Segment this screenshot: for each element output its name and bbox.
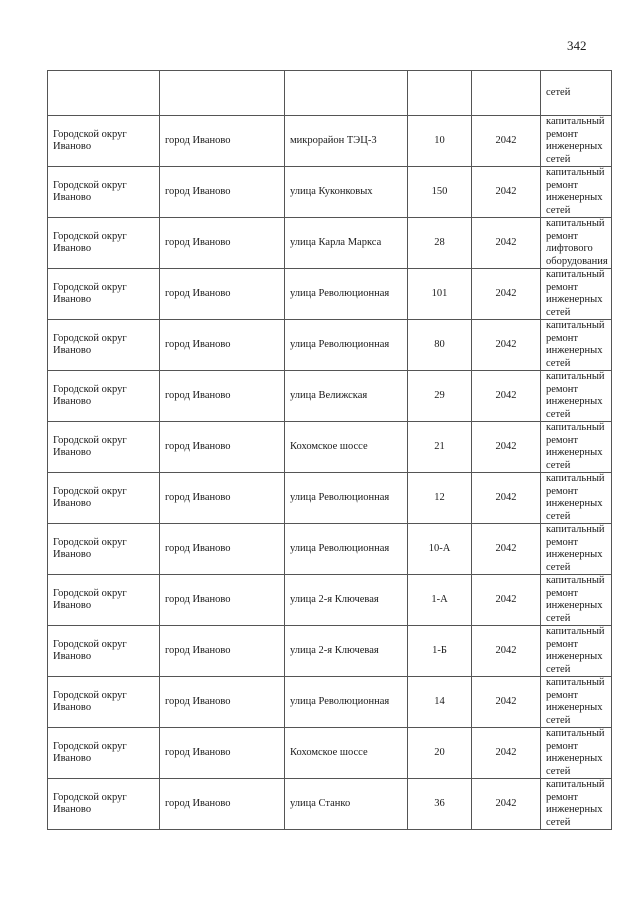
work-type-cell: капитальный ремонт инженерных сетей (541, 371, 612, 422)
house-number-cell: 150 (408, 167, 472, 218)
municipality-cell: Городской округ Иваново (48, 422, 160, 473)
table-row (48, 269, 612, 320)
table-row (48, 320, 612, 371)
city-cell: город Иваново (160, 779, 285, 830)
city-cell: город Иваново (160, 269, 285, 320)
street-cell: улица Революционная (285, 524, 408, 575)
street-cell: Кохомское шоссе (285, 728, 408, 779)
work-type-cell: капитальный ремонт инженерных сетей (541, 677, 612, 728)
year-cell: 2042 (472, 473, 541, 524)
table-row (48, 779, 612, 830)
street-cell: улица Станко (285, 779, 408, 830)
house-number-cell: 80 (408, 320, 472, 371)
year-cell: 2042 (472, 677, 541, 728)
table-row (48, 524, 612, 575)
municipality-cell: Городской округ Иваново (48, 575, 160, 626)
city-cell: город Иваново (160, 218, 285, 269)
city-cell: город Иваново (160, 371, 285, 422)
table-row (48, 728, 612, 779)
work-type-cell: сетей (541, 71, 612, 116)
table-row (48, 371, 612, 422)
street-cell: улица Революционная (285, 473, 408, 524)
street-cell: улица Куконковых (285, 167, 408, 218)
work-type-cell: капитальный ремонт инженерных сетей (541, 779, 612, 830)
municipality-cell: Городской округ Иваново (48, 524, 160, 575)
house-number-cell: 12 (408, 473, 472, 524)
year-cell: 2042 (472, 728, 541, 779)
year-cell: 2042 (472, 167, 541, 218)
municipality-cell: Городской округ Иваново (48, 218, 160, 269)
work-type-cell: капитальный ремонт инженерных сетей (541, 524, 612, 575)
street-cell: Кохомское шоссе (285, 422, 408, 473)
table-row (48, 626, 612, 677)
table-row (48, 677, 612, 728)
street-cell: улица 2-я Ключевая (285, 626, 408, 677)
work-type-cell: капитальный ремонт инженерных сетей (541, 167, 612, 218)
house-number-cell: 29 (408, 371, 472, 422)
city-cell: город Иваново (160, 422, 285, 473)
table-row (48, 218, 612, 269)
table-row (48, 116, 612, 167)
table-row (48, 575, 612, 626)
city-cell: город Иваново (160, 677, 285, 728)
house-number-cell: 1-Б (408, 626, 472, 677)
city-cell: город Иваново (160, 473, 285, 524)
municipality-cell: Городской округ Иваново (48, 320, 160, 371)
street-cell: улица Карла Маркса (285, 218, 408, 269)
table-row (48, 473, 612, 524)
municipality-cell: Городской округ Иваново (48, 626, 160, 677)
municipality-cell (48, 71, 160, 116)
house-number-cell: 20 (408, 728, 472, 779)
street-cell (285, 71, 408, 116)
city-cell: город Иваново (160, 728, 285, 779)
street-cell: улица Революционная (285, 269, 408, 320)
municipality-cell: Городской округ Иваново (48, 269, 160, 320)
continuation-row (48, 71, 612, 116)
page-number: 342 (567, 38, 587, 53)
work-type-cell: капитальный ремонт инженерных сетей (541, 269, 612, 320)
house-number-cell: 1-А (408, 575, 472, 626)
municipality-cell: Городской округ Иваново (48, 677, 160, 728)
work-type-cell: капитальный ремонт инженерных сетей (541, 116, 612, 167)
street-cell: улица Революционная (285, 677, 408, 728)
year-cell: 2042 (472, 371, 541, 422)
house-number-cell: 28 (408, 218, 472, 269)
work-type-cell: капитальный ремонт инженерных сетей (541, 422, 612, 473)
house-number-cell: 10-А (408, 524, 472, 575)
house-number-cell: 21 (408, 422, 472, 473)
city-cell: город Иваново (160, 320, 285, 371)
municipality-cell: Городской округ Иваново (48, 371, 160, 422)
year-cell (472, 71, 541, 116)
work-type-cell: капитальный ремонт инженерных сетей (541, 728, 612, 779)
municipality-cell: Городской округ Иваново (48, 473, 160, 524)
work-type-cell: капитальный ремонт лифтового оборудования (541, 218, 612, 269)
street-cell: улица Революционная (285, 320, 408, 371)
street-cell: микрорайон ТЭЦ-3 (285, 116, 408, 167)
year-cell: 2042 (472, 218, 541, 269)
year-cell: 2042 (472, 320, 541, 371)
year-cell: 2042 (472, 422, 541, 473)
city-cell: город Иваново (160, 524, 285, 575)
house-number-cell: 14 (408, 677, 472, 728)
house-number-cell: 10 (408, 116, 472, 167)
municipality-cell: Городской округ Иваново (48, 779, 160, 830)
year-cell: 2042 (472, 779, 541, 830)
house-number-cell: 36 (408, 779, 472, 830)
house-number-cell: 101 (408, 269, 472, 320)
municipality-cell: Городской округ Иваново (48, 167, 160, 218)
year-cell: 2042 (472, 116, 541, 167)
year-cell: 2042 (472, 575, 541, 626)
street-cell: улица 2-я Ключевая (285, 575, 408, 626)
street-cell: улица Велижская (285, 371, 408, 422)
city-cell: город Иваново (160, 116, 285, 167)
work-type-cell: капитальный ремонт инженерных сетей (541, 473, 612, 524)
table-row (48, 422, 612, 473)
municipality-cell: Городской округ Иваново (48, 728, 160, 779)
city-cell: город Иваново (160, 626, 285, 677)
house-cell (408, 71, 472, 116)
city-cell: город Иваново (160, 575, 285, 626)
year-cell: 2042 (472, 524, 541, 575)
work-type-cell: капитальный ремонт инженерных сетей (541, 575, 612, 626)
work-type-cell: капитальный ремонт инженерных сетей (541, 626, 612, 677)
year-cell: 2042 (472, 626, 541, 677)
repair-schedule-table (47, 70, 612, 830)
municipality-cell: Городской округ Иваново (48, 116, 160, 167)
year-cell: 2042 (472, 269, 541, 320)
city-cell: город Иваново (160, 167, 285, 218)
table-row (48, 167, 612, 218)
city-cell (160, 71, 285, 116)
work-type-cell: капитальный ремонт инженерных сетей (541, 320, 612, 371)
table-body (48, 71, 612, 830)
